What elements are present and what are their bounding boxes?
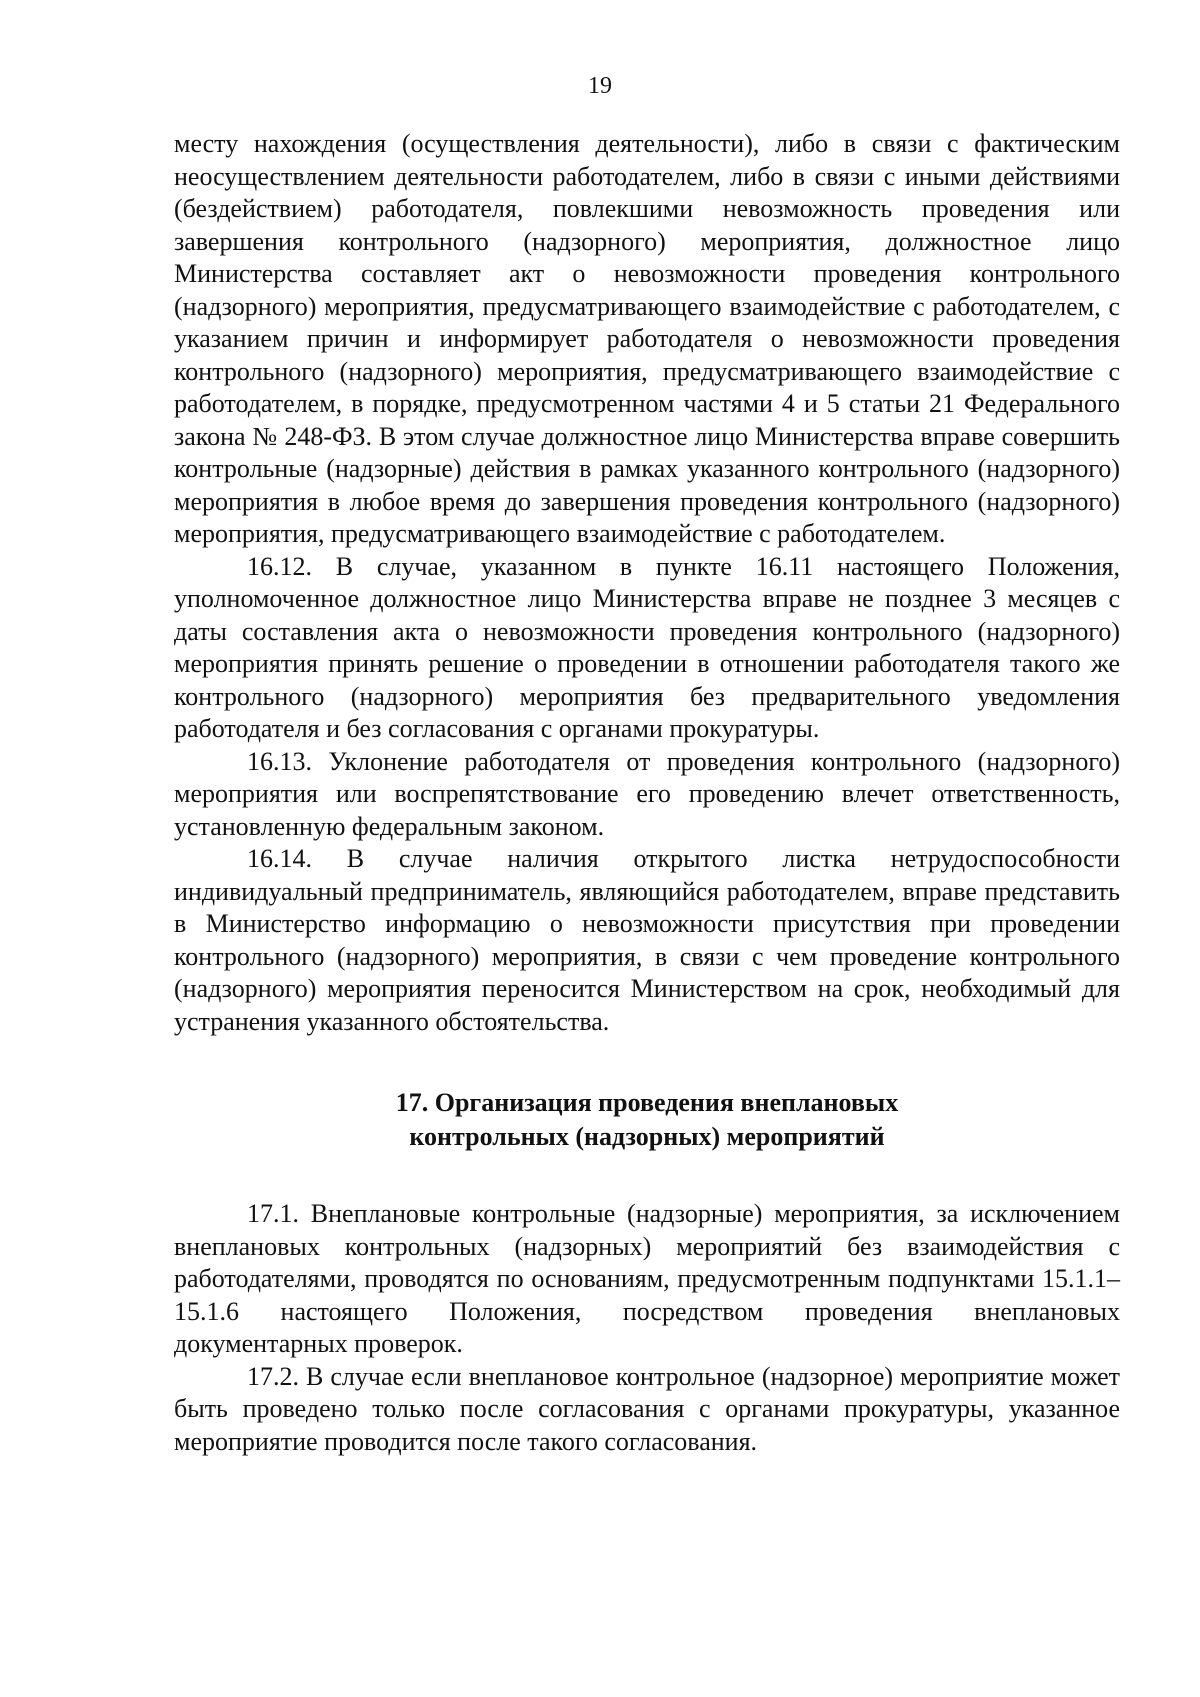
- section-heading-line-2: контрольных (надзорных) мероприятий: [409, 1122, 885, 1151]
- section-heading-line-1: 17. Организация проведения внеплановых: [395, 1088, 899, 1117]
- section-heading: [174, 1086, 1120, 1154]
- page-number: 19: [588, 73, 612, 99]
- paragraph-16-11-continuation: месту нахождения (осуществления деятельности), либо в связи с фактическим неосуществлением деятельности работодателем, либо в связи с иными действиями (бездействием) работодателя, повлекшими невозможность проведения или завершения контрольного (надзорного) мероприятия, должностное лицо Министерства составляет акт о невозможности проведения контрольного (надзорного) мероприятия, предусматривающего взаимодействие с работодателем, с указанием причин и информирует работодателя о невозможности проведения контрольного (надзорного) мероприятия, предусматривающего взаимодействие с работодателем, в порядке, предусмотренном частями 4 и 5 статьи 21 Федерального закона № 248-ФЗ. В этом случае должностное лицо Министерства вправе совершить контрольные (надзорные) действия в рамках указанного контрольного (надзорного) мероприятия в любое время до завершения проведения контрольного (надзорного) мероприятия, предусматривающего взаимодействие с работодателем.: [174, 129, 1120, 548]
- paragraph-16-14: 16.14. В случае наличия открытого листка нетрудоспособности индивидуальный предприниматель, являющийся работодателем, вправе представить в Министерство информацию о невозможности присутствия при проведении контрольного (надзорного) мероприятия, в связи с чем проведение контрольного (надзорного) мероприятия переносится Министерством на срок, необходимый для устранения указанного обстоятельства.: [174, 844, 1120, 1036]
- paragraph-16-13: 16.13. Уклонение работодателя от проведения контрольного (надзорного) мероприятия или воспрепятствование его проведению влечет ответственность, установленную федеральным законом.: [174, 746, 1120, 841]
- paragraph-17-2: 17.2. В случае если внеплановое контрольное (надзорное) мероприятие может быть проведено только после согласования с органами прокуратуры, указанное мероприятие проводится после такого согласования.: [174, 1361, 1120, 1456]
- document-body: [174, 128, 1120, 1458]
- paragraph-17-1: 17.1. Внеплановые контрольные (надзорные) мероприятия, за исключением внеплановых контрольных (надзорных) мероприятий без взаимодействия с работодателями, проводятся по основаниям, предусмотренным подпунктами 15.1.1–15.1.6 настоящего Положения, посредством проведения внеплановых документарных проверок.: [174, 1199, 1120, 1358]
- paragraph-16-12: 16.12. В случае, указанном в пункте 16.11 настоящего Положения, уполномоченное должностное лицо Министерства вправе не позднее 3 месяцев с даты составления акта о невозможности проведения контрольного (надзорного) мероприятия принять решение о проведении в отношении работодателя такого же контрольного (надзорного) мероприятия без предварительного уведомления работодателя и без согласования с органами прокуратуры.: [174, 551, 1120, 743]
